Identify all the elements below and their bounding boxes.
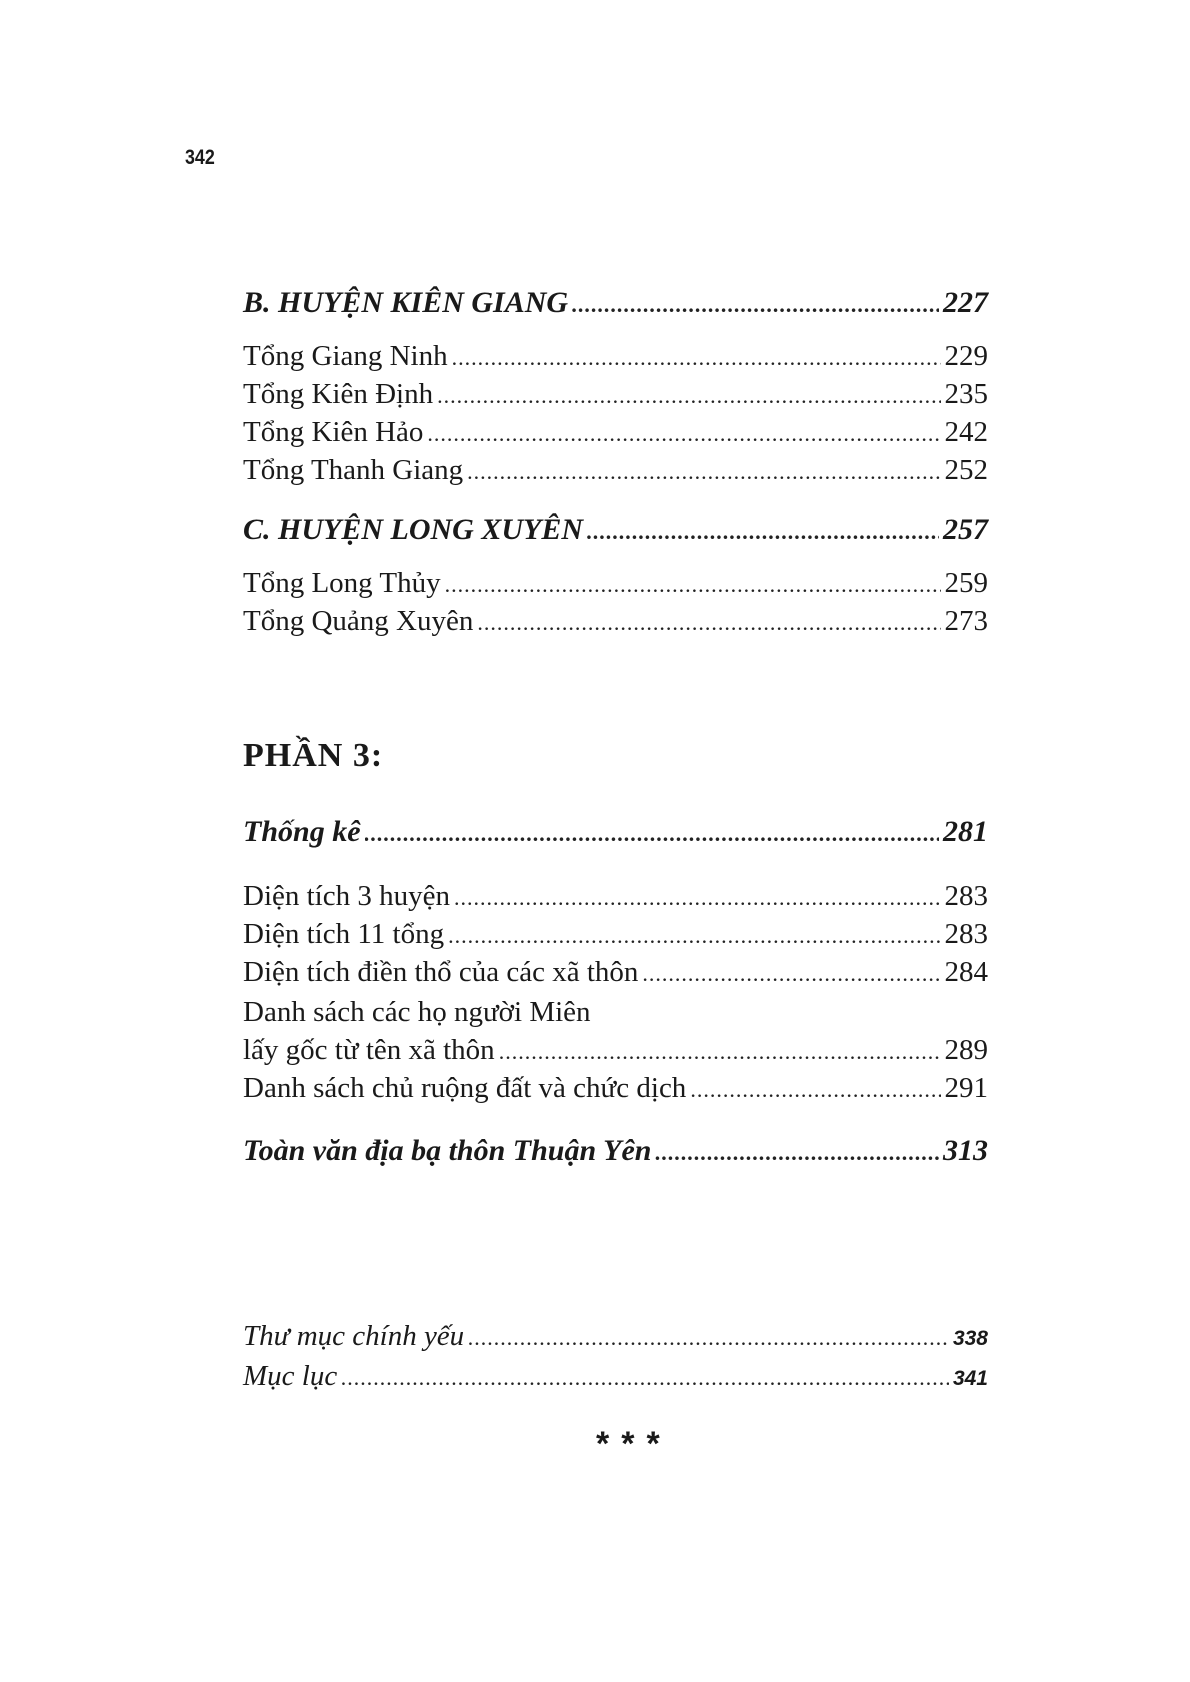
toc-page: 229 [944,340,988,372]
leader-dots [467,454,940,490]
toc-page: 283 [944,880,988,912]
toc-title: Danh sách chủ ruộng đất và chức dịch [243,1072,687,1104]
toc-title: Tổng Kiên Định [243,378,434,410]
leader-dots [445,567,941,603]
toc-title: Tổng Kiên Hảo [243,416,424,448]
toc-item[interactable] [243,414,988,452]
toc-item[interactable] [243,565,988,603]
toc-title: Tổng Long Thủy [243,567,441,599]
toc-item-contents[interactable] [243,1358,988,1397]
toc-page: 235 [944,378,988,410]
toc-title: Tổng Quảng Xuyên [243,605,474,637]
toc-item[interactable] [243,1032,988,1070]
toc-title: Tổng Giang Ninh [243,340,448,372]
toc-item-line1: Danh sách các họ người Miên [243,996,591,1028]
leader-dots [477,605,940,641]
toc-page: 242 [944,416,988,448]
leader-dots [437,378,940,414]
toc-item[interactable] [243,338,988,376]
leader-dots [468,1320,949,1356]
toc-title: Tổng Thanh Giang [243,454,464,486]
toc-title: Toàn văn địa bạ thôn Thuận Yên [243,1134,652,1167]
leader-dots [452,340,941,376]
toc-title: lấy gốc từ tên xã thôn [243,1034,495,1066]
leader-dots [655,1135,939,1171]
leader-dots [448,918,940,954]
toc-page: 313 [943,1134,988,1167]
toc-title: Thư mục chính yếu [243,1320,465,1352]
toc-page: 291 [944,1072,988,1104]
toc-title: C. HUYỆN LONG XUYÊN [243,513,584,546]
toc-title: Diện tích 3 huyện [243,880,450,912]
toc-thong-ke[interactable] [243,814,988,852]
toc-item[interactable] [243,376,988,414]
leader-dots [499,1034,941,1070]
leader-dots [587,514,939,550]
toc-title: Thống kê [243,815,361,848]
toc-page: 257 [943,513,988,546]
leader-dots [365,816,939,852]
toc-page: 289 [944,1034,988,1066]
toc-section-b[interactable] [243,285,988,323]
toc-page: 281 [943,815,988,848]
toc-item[interactable] [243,1070,988,1108]
toc-toan-van[interactable] [243,1133,988,1171]
toc-item[interactable] [243,603,988,641]
toc-title: Diện tích điền thổ của các xã thôn [243,956,639,988]
toc-page: 259 [944,567,988,599]
leader-dots [454,880,941,916]
leader-dots [642,956,940,992]
toc-page: 273 [944,605,988,637]
toc-item[interactable] [243,916,988,954]
toc-item[interactable] [243,452,988,490]
toc-item-bibliography[interactable] [243,1318,988,1357]
toc-page: 338 [952,1327,988,1350]
toc-item[interactable] [243,954,988,992]
toc-title: Mục lục [243,1360,338,1392]
toc-title: B. HUYỆN KIÊN GIANG [243,286,569,319]
leader-dots [690,1072,940,1108]
leader-dots [427,416,940,452]
toc-title: Diện tích 11 tổng [243,918,445,950]
toc-page: 283 [944,918,988,950]
toc-page: 227 [943,286,988,319]
part-3-heading: PHẦN 3: [243,737,384,774]
page-number: 342 [185,146,215,169]
leader-dots [341,1360,949,1396]
toc-page: 341 [952,1367,988,1390]
leader-dots [572,287,939,323]
toc-section-c[interactable] [243,512,988,550]
toc-page: 284 [944,956,988,988]
ornament-stars: *** [596,1425,672,1463]
toc-page: 252 [944,454,988,486]
toc-item[interactable] [243,878,988,916]
